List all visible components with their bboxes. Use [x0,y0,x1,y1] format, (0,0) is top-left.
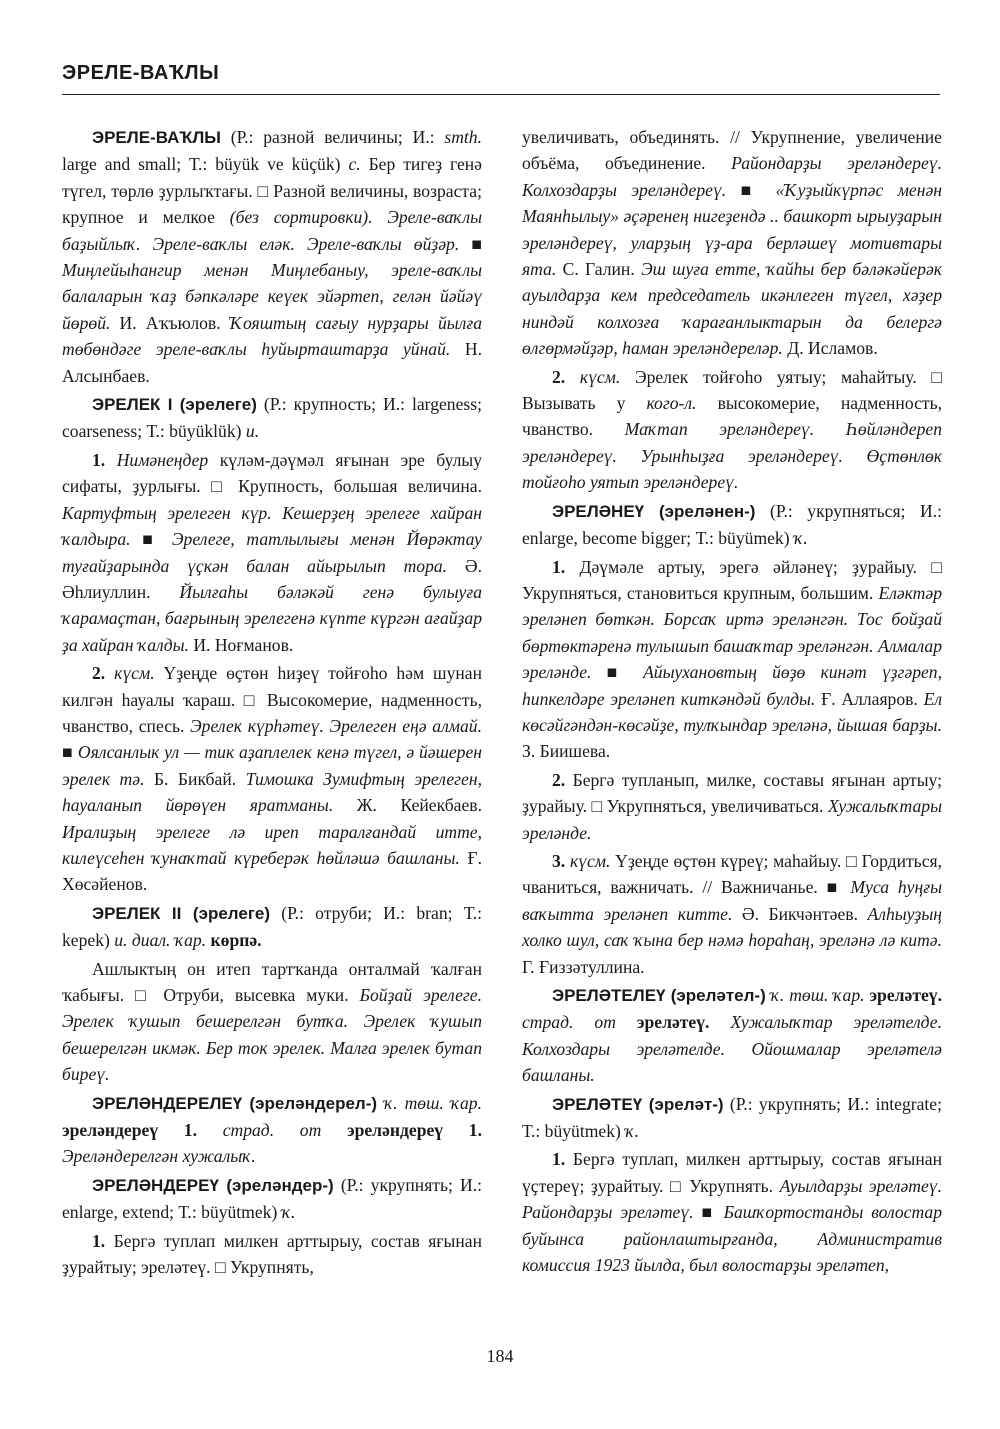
body-text: Бергә туплап милкен арттырыу, состав яғынан ҙурайтыу; эреләтеү. □ Укрупнять, [62,1230,482,1278]
entry-paragraph [62,956,482,1088]
italic-text: ҡ. [794,528,808,549]
body-text: И. Аҡъюлов. [110,312,230,333]
bold-text: эреләндереү 1. [62,1120,197,1141]
headword: ЭРЕЛӘТЕЛЕҮ (эреләтел-) [552,986,766,1005]
dictionary-entry [522,1091,942,1145]
body-text [616,1012,637,1032]
italic-text: Ел көсәйгәндән-көсәйҙе, тулҡындар эреләнә, йышая барҙы. [522,688,942,735]
italic-text: Эрелек күрһәтеү. Эрелеген еңә алмай. [190,715,482,736]
italic-text: и. диал. ҡар. [114,930,207,951]
italic-text: Бойҙай эрелеге. Эрелек ҡушып бешерелгән бутҡа. Эрелек ҡушып бешерелгән икмәк. Бер ток эрелек. Малға эрелек бутап биреү. [62,985,482,1085]
body-text [197,1120,223,1140]
header-rule [62,94,940,95]
italic-text: Эреләндерелгән хужалыҡ. [62,1146,256,1167]
body-text: (Р.: разной величины; И.: [220,127,445,147]
entry-paragraph [522,848,942,980]
italic-text: Башҡортостанды волостар буйынса районлаштырғанда, Административ комиссия 1923 йылда, был волостарҙы эреләтеп, [522,1202,942,1276]
dictionary-entry [62,1172,482,1226]
entry-paragraph [62,1228,482,1281]
headword: ЭРЕЛӘНДЕРЕҮ (эреләндер-) [92,1175,334,1195]
italic-text: Хужалыҡтар эреләтелде. Колхоздары эреләтелде. Ойошмалар эреләтелә башланы. [522,1012,942,1086]
body-text: ■ [693,1202,724,1223]
body-text: Үҙеңде өҫтөн күреү; маһайыу. □ Гордиться, чваниться, важничать. // Важничанье. ■ [522,850,943,898]
body-text: Ә. Әһлиуллин. [62,555,482,602]
italic-text: Райондарҙы эреләндереү. Колхоздарҙы эреләндереү. [522,153,942,200]
dictionary-entry [62,900,482,954]
headword: ЭРЕЛЕК II (эрелеге) [92,903,271,923]
bold-text: 1. [92,449,117,470]
italic-text: Иралиҙың эрелеге лә иреп таралғандай итте, килеүсеһен ҡунаҡтай күреберәк һөйләшә башланы. [62,821,482,868]
body-text: ■ [62,742,78,763]
body-text: (Р.: укрупнять; И.: integrate; Т.: büyütmek) [522,1093,942,1142]
headword: ЭРЕЛЕ-ВАҠЛЫ [92,128,221,147]
italic-text: (без сортировки). Эреле-ваҡлы баҙыйлыҡ. Эреле-ваҡлы еләк. Эреле-ваҡлы өйҙәр. [62,207,483,254]
italic-text: Эш шуға етте, ҡайһы бер бәләкәйерәк ауылдарҙа кем председатель икәнлеген түгел, хәҙер ниндәй колхозға ҡарағанлыктарын да белергә өлгөрмәйҙәр, һаман эреләндереләр. [522,259,942,359]
body-text: Н. Алсынбаев. [62,339,482,386]
body-text: Үҙеңде өҫтөн һиҙеү тойғоһо һәм шунан килгән һауалы ҡараш. □ Высокомерие, надменность, чванство, спесь. [62,663,483,736]
italic-text: Айыухановтың йөҙө кинәт үҙгәреп, һипкелдәре эреләнеп киткәндәй булды. [522,662,942,709]
body-text: Ашлыктың он итеп тартҡанда онталмай ҡалған ҡабығы. □ Отруби, высевка муки. [62,958,482,1005]
dictionary-entry [62,1090,482,1170]
body-text: Ж. Кейекбаев. [333,795,482,816]
body-text: ■ [591,662,644,683]
body-text: Г. Ғиззәтуллина. [522,956,645,977]
italic-text: smth. [444,127,482,147]
italic-text: страд. от [522,1012,616,1033]
body-text [321,1120,347,1140]
bold-text: эреләтеү. [869,985,942,1005]
headword: ЭРЕЛӘТЕҮ (эреләт-) [552,1094,724,1114]
body-text [377,1093,384,1113]
entry-paragraph [522,1146,942,1278]
italic-text: ҡ. [625,1121,639,1142]
headword: ЭРЕЛЕК I (эрелеге) [92,395,257,415]
headword: ЭРЕЛӘНЕҮ (эреләнен-) [552,501,756,521]
italic-text: ҡ. төш. ҡар. [770,985,865,1005]
dictionary-entry [62,391,482,445]
body-text: Дәүмәле артыу, эрегә әйләнеү; ҙурайыу. □ Укрупняться, становиться крупным, большим. [522,556,942,603]
italic-text: Алһыуҙың холко шул, саҡ ҡына бер нәмә һораһаң, эреләнә лә китә. [522,903,942,951]
body-text: И. Ноғманов. [188,634,294,655]
body-text: (Р.: отруби; И.: bran; Т.: kepek) [62,902,482,951]
italic-text: күсм. [114,663,155,684]
italic-text: Эрелеге, татлылығы менән Йөрәктау туғайҙарында үҫкән балан айырылып тора. [62,529,482,576]
entry-paragraph [62,660,482,898]
italic-text: Йылғаһы бәләкәй генә булыуға ҡарамаҫтан, бағрының эрелегенә күпте күргән ағайҙар ҙа хайран ҡалды. [62,581,482,655]
bold-text: 2. [552,769,573,790]
entry-paragraph [522,124,942,362]
body-text: Ғ. Аллаяров. [815,688,924,709]
italic-text: күсм. [579,366,621,387]
right-column [522,124,942,1280]
italic-text: кого-л. [646,393,697,414]
italic-text: Ауылдарҙы эреләтеү. Райондарҙы эреләтеү. [522,1175,942,1223]
italic-text: Тимошка Зумифтың эрелеген, һауаланып йөрөүен яратманы. [62,768,482,816]
bold-text: 2. [552,366,580,387]
body-text: Эрелек тойғоһо уятыу; маһайтыу. □ Вызывать у [522,366,943,414]
dictionary-entry [522,498,942,552]
bold-text: эреләндереү 1. [346,1120,482,1141]
italic-text: Оялсанлык ул — тик аҙаплелек кенә түгел, ә йәшерен эрелек тә. [62,742,482,789]
italic-text: Маҡтап эреләндереү. Һөйләндереп эреләндереү. Урынһыҙға эреләндереү. Өҫтөнлөк тойғоһо уятып эреләндереү. [522,419,942,493]
italic-text: Картуфтың эрелеген күр. Кешерҙең эрелеге хайран ҡалдыра. [62,502,482,550]
body-text: увеличивать, объединять. // Укрупнение, увеличение объёма, объединение. [522,127,942,174]
italic-text: Миңлейыһангир менән Миңлебаныу, эреле-ваҡлы балаларын ҡаҙ бәпкәләре кеүек эйәртеп, гелән йәйәү йөрөй. [62,260,482,333]
italic-text: «Ҡуҙыйкүрпәс менән Маянһылыу» әҫәренең нигеҙендә .. башкорт ырыуҙарын эреләндереү, уларҙың үҙ-ара берләшеү мотивтары ята. [522,179,943,280]
headword: ЭРЕЛӘНДЕРЕЛЕҮ (эреләндерел-) [92,1093,378,1113]
running-head: ЭРЕЛЕ-ВАҠЛЫ [62,62,220,84]
italic-text: Еләктәр эреләнеп бөткән. Борсаҡ иртә эреләнгән. Тос бойҙай бөртөктәренә тулышып башаҡтар эреләнгән. Алмалар эреләнде. [522,582,942,683]
body-text [709,1012,730,1032]
italic-text: с. [348,154,361,175]
entry-paragraph [522,554,942,765]
body-text: Ғ. Хөсәйенов. [62,847,483,895]
body-text: Ә. Бикчәнтәев. [732,903,868,924]
italic-text: и. [245,421,260,442]
bold-text: 1. [552,556,580,577]
italic-text: ҡ. [281,1202,296,1223]
italic-text: страд. от [222,1120,322,1141]
body-text: large and small; Т.: büyük ve küçük) [62,154,349,175]
body-text: күләм-дәүмәл яғынан эре булыу сифаты, ҙурлығы. □ Крупность, большая величина. [62,449,482,497]
body-text: Бер тигеҙ генә түгел, төрлө ҙурлыҡтағы. □ Разной величины, возраста; крупное и мелкое [62,154,482,228]
entry-paragraph [522,767,942,846]
italic-text: Ҡояштың сағыу нурҙары йылға төбөндәге эреле-ваҡлы һуйырташтарҙа уйнай. [62,312,482,360]
body-text: Бергә туплап, милкен арттырыу, состав яғынан үҫтереү; ҙурайтыу. □ Укрупнять. [522,1149,943,1196]
body-text: С. Галин. [556,259,642,280]
entry-paragraph [62,447,482,658]
dictionary-entry [62,124,482,389]
bold-text: көрпә. [210,930,262,951]
body-text: (Р.: укрупнять; И.: enlarge, extend; Т.: büyütmek) [62,1174,482,1223]
italic-text: Хужалыҡтары эреләнде. [522,796,942,843]
body-text: ■ [130,529,173,550]
bold-text: эреләтеү. [636,1012,710,1033]
left-column [62,124,482,1282]
italic-text: Муса һуңғы ваҡытта эреләнеп китте. [522,877,942,924]
dictionary-entry [522,982,942,1089]
body-text: (Р.: укрупняться; И.: enlarge, become bigger; Т.: büyümek) [522,500,942,549]
body-text: высокомерие, надменность, чванство. [522,393,942,440]
body-text: ■ [459,233,482,254]
body-text: З. Биишева. [522,741,611,762]
body-text: Д. Исламов. [782,338,878,359]
body-text: Б. Бикбай. [144,768,246,789]
italic-text: Нимәнеңдер [116,449,209,470]
body-text: (Р.: крупность; И.: largeness; coarseness; Т.: büyüklük) [62,394,482,442]
body-text: ■ [726,179,776,200]
page-number: 184 [486,1346,514,1366]
italic-text: күсм. [569,850,611,871]
bold-text: 3. [552,850,570,871]
bold-text: 1. [92,1230,114,1251]
bold-text: 2. [92,663,115,684]
bold-text: 1. [552,1149,573,1170]
entry-paragraph [522,364,942,496]
body-text: Бергә тупланып, милке, составы яғынан артыу; ҙурайыу. □ Укрупняться, увеличиваться. [522,769,943,817]
italic-text: ҡ. төш. ҡар. [383,1092,482,1113]
